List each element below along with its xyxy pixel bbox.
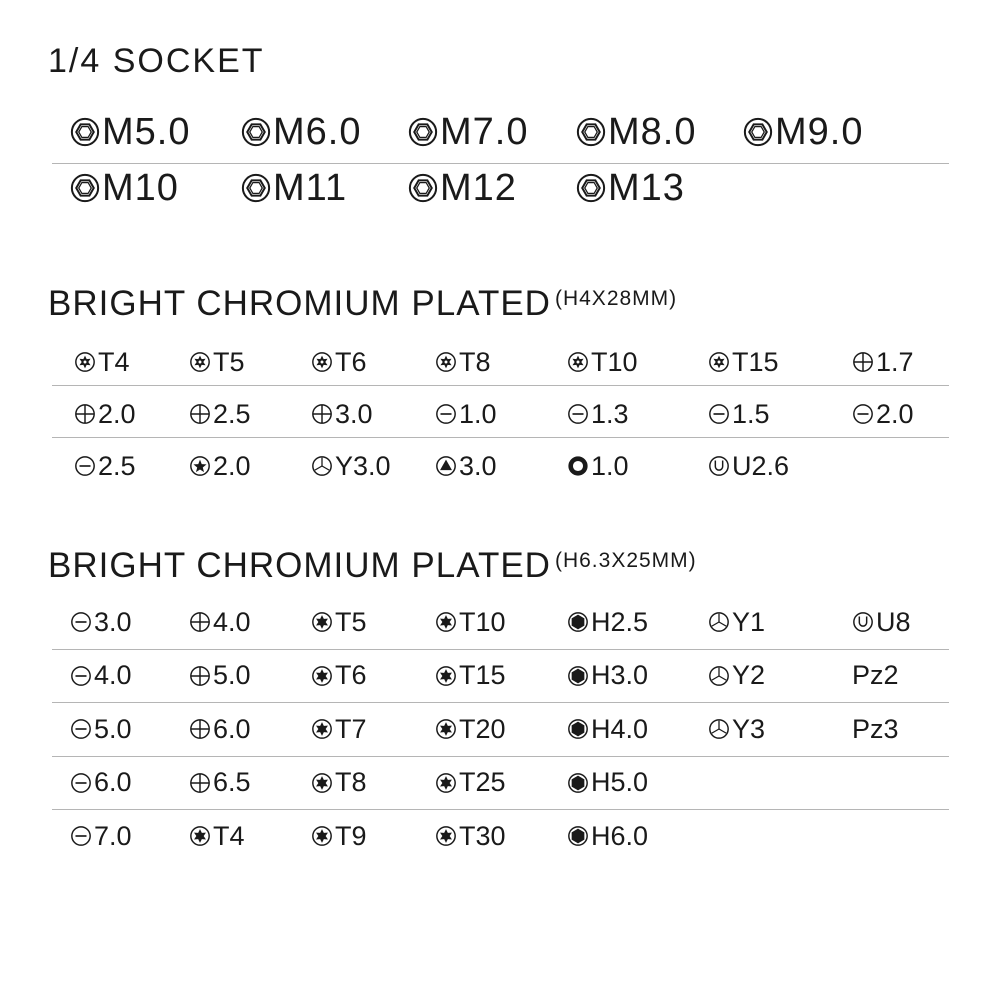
bit-label: 6.0 <box>213 713 251 744</box>
bit-item <box>74 333 130 391</box>
u-shape-icon <box>708 455 730 477</box>
h4-subtitle-text: (H4X28MM) <box>554 287 678 310</box>
bit-label: H5.0 <box>591 767 649 798</box>
slotted-icon <box>435 403 457 425</box>
round-socket-icon <box>567 455 589 477</box>
table-row <box>52 757 949 811</box>
bit-item <box>435 333 491 391</box>
hex-socket-icon <box>70 173 100 203</box>
slotted-icon <box>708 403 730 425</box>
slotted-icon <box>567 403 589 425</box>
bit-item <box>189 437 251 495</box>
bit-label: T15 <box>732 346 779 377</box>
bit-item <box>311 333 367 391</box>
bit-label: U8 <box>876 606 911 637</box>
bit-label: T25 <box>459 767 506 798</box>
bit-label: 3.0 <box>459 450 497 481</box>
table-row <box>52 334 949 386</box>
bit-label: H3.0 <box>591 660 649 691</box>
slotted-icon <box>70 772 92 794</box>
bit-item <box>567 385 629 443</box>
bit-label: 6.5 <box>213 767 251 798</box>
bit-label: H4.0 <box>591 713 649 744</box>
bit-item <box>852 647 899 705</box>
tri-wing-icon <box>708 611 730 633</box>
h4-title-text: BRIGHT CHROMIUM PLATED <box>48 284 551 323</box>
pentalobe-star-icon <box>189 455 211 477</box>
bit-item <box>74 385 136 443</box>
table-row <box>52 810 949 864</box>
hex-icon <box>567 665 589 687</box>
bit-item <box>311 647 367 705</box>
bit-label: Pz2 <box>852 660 899 691</box>
section-title-socket <box>48 42 265 81</box>
torx-security-icon <box>74 351 96 373</box>
bit-item <box>435 593 506 651</box>
socket-title-text: 1/4 SOCKET <box>48 42 265 80</box>
bit-item <box>311 700 367 758</box>
bit-item <box>852 385 914 443</box>
slotted-icon <box>70 718 92 740</box>
bit-label: 2.0 <box>98 398 136 429</box>
bit-item <box>567 333 638 391</box>
bit-item <box>435 647 506 705</box>
torx-icon <box>311 825 333 847</box>
bit-item <box>435 385 497 443</box>
bit-label: 1.0 <box>591 450 629 481</box>
phillips-icon <box>189 403 211 425</box>
section-title-h4 <box>48 284 677 324</box>
table-row <box>52 108 949 164</box>
bit-item <box>189 700 251 758</box>
bit-item <box>70 104 190 160</box>
bit-label: 1.5 <box>732 398 770 429</box>
hex-socket-icon <box>241 117 271 147</box>
bit-item <box>708 333 779 391</box>
slotted-icon <box>70 611 92 633</box>
table-row <box>52 386 949 438</box>
hex-icon <box>567 718 589 740</box>
torx-icon <box>311 718 333 740</box>
bit-item <box>567 807 648 865</box>
tri-wing-icon <box>311 455 333 477</box>
hex-socket-icon <box>241 173 271 203</box>
bit-item <box>852 700 899 758</box>
h63-title-text: BRIGHT CHROMIUM PLATED <box>48 546 551 585</box>
hex-icon <box>567 772 589 794</box>
phillips-icon <box>74 403 96 425</box>
bit-item <box>708 700 765 758</box>
table-row <box>52 164 949 220</box>
bit-label: M13 <box>608 166 685 209</box>
bit-label: T7 <box>335 713 367 744</box>
bit-label: T10 <box>591 346 638 377</box>
table-row <box>52 703 949 757</box>
torx-icon <box>311 772 333 794</box>
u-shape-icon <box>852 611 874 633</box>
torx-icon <box>435 825 457 847</box>
bit-label: T5 <box>335 606 367 637</box>
bit-item <box>708 437 789 495</box>
bit-item <box>189 385 251 443</box>
bit-item <box>70 160 179 216</box>
hex-socket-icon <box>408 173 438 203</box>
phillips-icon <box>189 611 211 633</box>
bit-item <box>74 437 136 495</box>
hex-socket-icon <box>743 117 773 147</box>
bit-label: 3.0 <box>335 398 373 429</box>
bit-label: T10 <box>459 606 506 637</box>
bit-item <box>708 593 765 651</box>
bit-label: T30 <box>459 820 506 851</box>
bit-label: T4 <box>98 346 130 377</box>
bit-label: 4.0 <box>213 606 251 637</box>
bit-item <box>70 593 132 651</box>
phillips-icon <box>311 403 333 425</box>
bit-label: 2.0 <box>213 450 251 481</box>
tri-wing-icon <box>708 718 730 740</box>
bit-item <box>189 593 251 651</box>
bit-label: M5.0 <box>102 110 191 153</box>
bit-item <box>708 385 770 443</box>
bit-label: T6 <box>335 660 367 691</box>
bit-label: 1.3 <box>591 398 629 429</box>
triangle-icon <box>435 455 457 477</box>
bit-item <box>70 807 132 865</box>
bit-item <box>435 700 506 758</box>
hex-socket-icon <box>576 173 606 203</box>
bit-label: T9 <box>335 820 367 851</box>
bit-label: T4 <box>213 820 245 851</box>
bit-label: 2.5 <box>213 398 251 429</box>
bit-item <box>311 385 373 443</box>
socket-grid <box>52 108 949 220</box>
torx-icon <box>435 772 457 794</box>
table-row <box>52 596 949 650</box>
slotted-icon <box>852 403 874 425</box>
bit-item <box>435 437 497 495</box>
torx-security-icon <box>708 351 730 373</box>
bit-label: 1.7 <box>876 346 914 377</box>
section-title-h63 <box>48 546 697 586</box>
bit-label: Pz3 <box>852 713 899 744</box>
torx-security-icon <box>189 351 211 373</box>
phillips-icon <box>189 772 211 794</box>
bit-label: Y1 <box>732 606 766 637</box>
hex-socket-icon <box>408 117 438 147</box>
bit-label: T15 <box>459 660 506 691</box>
bit-item <box>311 593 367 651</box>
bit-item <box>311 807 367 865</box>
torx-icon <box>435 718 457 740</box>
bit-label: T20 <box>459 713 506 744</box>
bit-item <box>567 593 648 651</box>
bit-item <box>189 647 251 705</box>
bit-item <box>743 104 863 160</box>
bit-item <box>408 160 517 216</box>
hex-icon <box>567 825 589 847</box>
bit-label: 5.0 <box>213 660 251 691</box>
bit-item <box>567 754 648 812</box>
bit-label: Y2 <box>732 660 766 691</box>
bit-item <box>311 437 391 495</box>
bit-item <box>241 160 347 216</box>
h4-bit-grid <box>52 334 949 490</box>
hex-socket-icon <box>576 117 606 147</box>
bit-label: 5.0 <box>94 713 132 744</box>
bit-item <box>241 104 361 160</box>
bit-item <box>70 700 132 758</box>
bit-item <box>189 333 245 391</box>
bit-label: M10 <box>102 166 179 209</box>
bit-item <box>311 754 367 812</box>
bit-label: M7.0 <box>440 110 529 153</box>
torx-security-icon <box>435 351 457 373</box>
bit-label: Y3.0 <box>335 450 391 481</box>
slotted-icon <box>74 455 96 477</box>
bit-label: H2.5 <box>591 606 649 637</box>
bit-label: Y3 <box>732 713 766 744</box>
torx-icon <box>435 611 457 633</box>
bit-label: M12 <box>440 166 517 209</box>
bit-item <box>408 104 528 160</box>
h63-subtitle-text: (H6.3X25MM) <box>554 549 697 572</box>
bit-label: M8.0 <box>608 110 697 153</box>
torx-icon <box>435 665 457 687</box>
bit-label: 4.0 <box>94 660 132 691</box>
bit-item <box>576 104 696 160</box>
bit-item <box>708 647 765 705</box>
hex-socket-icon <box>70 117 100 147</box>
bit-label: 2.0 <box>876 398 914 429</box>
hex-icon <box>567 611 589 633</box>
phillips-icon <box>189 665 211 687</box>
bit-label: T8 <box>335 767 367 798</box>
bit-label: M9.0 <box>775 110 864 153</box>
bit-label: U2.6 <box>732 450 790 481</box>
bit-item <box>70 754 132 812</box>
bit-label: 2.5 <box>98 450 136 481</box>
bit-label: 7.0 <box>94 820 132 851</box>
torx-icon <box>311 665 333 687</box>
bit-label: T6 <box>335 346 367 377</box>
table-row <box>52 438 949 490</box>
bit-label: 1.0 <box>459 398 497 429</box>
bit-item <box>189 807 245 865</box>
torx-icon <box>189 825 211 847</box>
bit-item <box>70 647 132 705</box>
bit-label: M11 <box>273 166 348 209</box>
bit-item <box>567 437 629 495</box>
slotted-icon <box>70 665 92 687</box>
bit-label: M6.0 <box>273 110 362 153</box>
bit-label: T8 <box>459 346 491 377</box>
bit-item <box>852 333 914 391</box>
tri-wing-icon <box>708 665 730 687</box>
bit-item <box>435 754 506 812</box>
bit-label: H6.0 <box>591 820 649 851</box>
phillips-icon <box>189 718 211 740</box>
bit-label: 3.0 <box>94 606 132 637</box>
bit-item <box>435 807 506 865</box>
bit-item <box>567 647 648 705</box>
table-row <box>52 650 949 704</box>
bit-item <box>189 754 251 812</box>
torx-security-icon <box>311 351 333 373</box>
torx-security-icon <box>567 351 589 373</box>
bit-item <box>576 160 685 216</box>
bit-item <box>567 700 648 758</box>
bit-item <box>852 593 911 651</box>
bit-label: T5 <box>213 346 245 377</box>
phillips-icon <box>852 351 874 373</box>
slotted-icon <box>70 825 92 847</box>
h63-bit-grid <box>52 596 949 864</box>
bit-label: 6.0 <box>94 767 132 798</box>
torx-icon <box>311 611 333 633</box>
